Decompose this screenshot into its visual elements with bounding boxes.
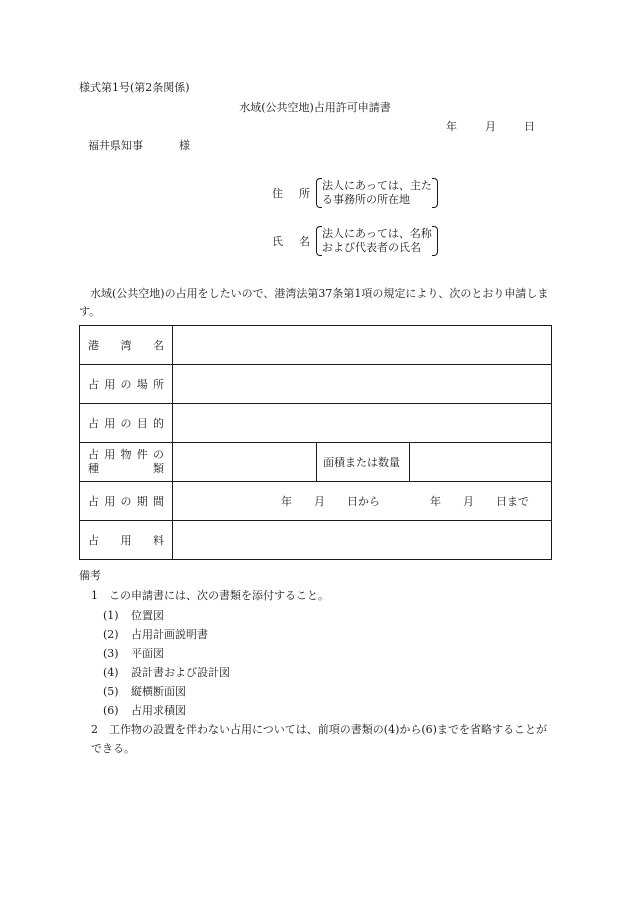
purpose-label: 占 用 の 目 的 <box>80 404 173 443</box>
object-type-label: 占 用 物 件 の 種 類 <box>80 443 173 482</box>
date-day-label: 日 <box>524 120 535 133</box>
attachment-item: (3) 平面図 <box>103 647 164 660</box>
name-note-line: 法人にあっては、名称 <box>322 227 432 240</box>
attachment-item: (5) 縦横断面図 <box>103 685 186 698</box>
application-table <box>79 325 552 560</box>
table-row <box>80 443 552 482</box>
table-row <box>80 404 552 443</box>
area-field[interactable] <box>410 443 552 482</box>
location-field[interactable] <box>173 365 552 404</box>
form-number: 様式第1号(第2条関係) <box>79 81 190 94</box>
notes-heading: 備考 <box>79 569 101 582</box>
addressee-line <box>88 139 190 153</box>
address-label <box>272 185 310 201</box>
address-note-line: る事務所の所在地 <box>322 193 410 206</box>
period-to-month: 月 <box>463 495 474 508</box>
period-to-year: 年 <box>430 495 441 508</box>
attachment-item: (1) 位置図 <box>103 609 164 622</box>
period-from-month: 月 <box>314 495 325 508</box>
table-row <box>80 482 552 521</box>
document-title: 水域(公共空地)占用許可申請書 <box>239 101 391 114</box>
name-note-line: および代表者の氏名 <box>322 241 421 254</box>
fee-field[interactable] <box>173 521 552 560</box>
note-1: 1 この申請書には、次の書類を添付すること。 <box>91 589 329 602</box>
purpose-field[interactable] <box>173 404 552 443</box>
honorific: 様 <box>179 139 190 152</box>
object-type-field[interactable] <box>173 443 317 482</box>
attachment-item: (2) 占用計画説明書 <box>103 628 208 641</box>
port-name-label: 港 湾 名 <box>80 326 173 365</box>
name-note-bracket <box>316 226 438 256</box>
period-field[interactable] <box>173 482 552 521</box>
period-from-day: 日から <box>347 495 380 508</box>
applicant-address-field <box>272 178 438 208</box>
attachment-item: (6) 占用求積図 <box>103 704 186 717</box>
note-2: 2 工作物の設置を伴わない占用については、前項の書類の(4)から(6)までを省略することができる。 <box>91 723 547 755</box>
application-date <box>446 120 535 134</box>
table-row <box>80 521 552 560</box>
port-name-field[interactable] <box>173 326 552 365</box>
table-row <box>80 365 552 404</box>
name-label-char: 名 <box>299 235 310 248</box>
addressee: 福井県知事 <box>88 139 143 152</box>
date-month-label: 月 <box>485 120 496 133</box>
date-year-label: 年 <box>446 120 457 133</box>
address-label-char: 所 <box>299 187 310 200</box>
applicant-name-field <box>272 226 438 256</box>
address-note-line: 法人にあっては、主た <box>322 179 432 192</box>
name-label <box>272 233 310 249</box>
area-label: 面積または数量 <box>317 443 410 482</box>
location-label: 占 用 の 場 所 <box>80 365 173 404</box>
name-label-char: 氏 <box>272 235 283 248</box>
period-from-year: 年 <box>281 495 292 508</box>
table-row <box>80 326 552 365</box>
attachment-item: (4) 設計書および設計図 <box>103 666 230 679</box>
fee-label: 占 用 料 <box>80 521 173 560</box>
period-to-day: 日まで <box>496 495 529 508</box>
address-note-bracket <box>316 178 438 208</box>
address-label-char: 住 <box>272 187 283 200</box>
intro-text: 水域(公共空地)の占用をしたいので、港湾法第37条第1項の規定により、次のとおり申請します。 <box>79 287 549 318</box>
period-label: 占 用 の 期 間 <box>80 482 173 521</box>
